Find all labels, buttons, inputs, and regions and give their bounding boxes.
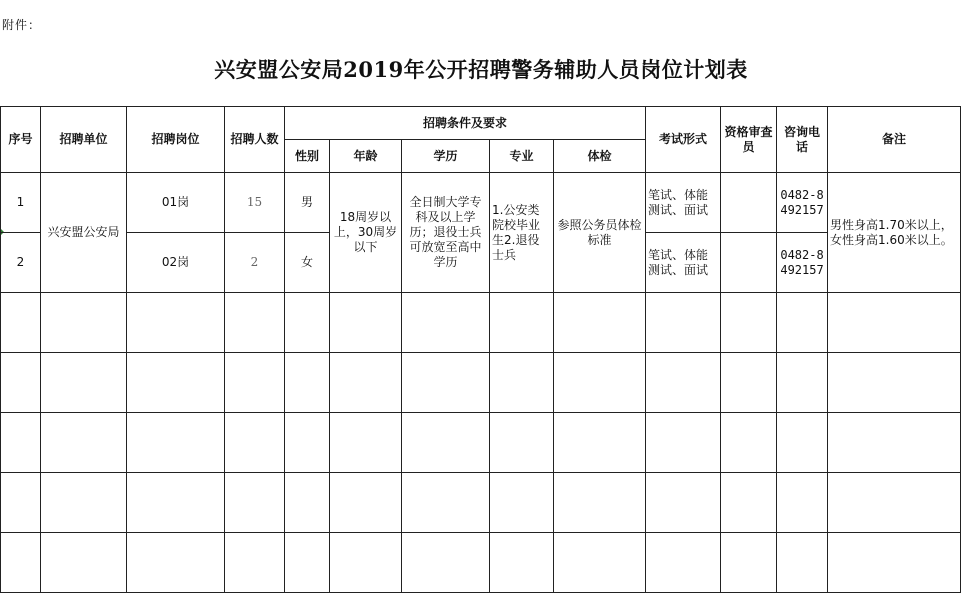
empty-cell <box>225 473 285 533</box>
cell-age: 18周岁以上，30周岁以下 <box>330 173 402 293</box>
empty-cell <box>490 353 554 413</box>
header-remarks: 备注 <box>828 107 961 173</box>
cell-gender: 男 <box>285 173 330 233</box>
empty-cell <box>777 473 828 533</box>
header-major: 专业 <box>490 140 554 173</box>
empty-cell <box>646 353 721 413</box>
empty-cell <box>721 473 777 533</box>
header-phone: 咨询电话 <box>777 107 828 173</box>
cell-education: 全日制大学专科及以上学历；退役士兵可放宽至高中学历 <box>402 173 490 293</box>
empty-cell <box>554 353 646 413</box>
empty-cell <box>330 293 402 353</box>
empty-row <box>1 293 961 353</box>
empty-cell <box>225 293 285 353</box>
empty-cell <box>402 413 490 473</box>
empty-cell <box>721 413 777 473</box>
empty-cell <box>721 353 777 413</box>
cell-seq: 1 <box>1 173 41 233</box>
cell-reviewer <box>721 173 777 233</box>
cell-exam: 笔试、体能测试、面试 <box>646 173 721 233</box>
cell-physical: 参照公务员体检标准 <box>554 173 646 293</box>
cell-count: 15 <box>225 173 285 233</box>
header-requirements: 招聘条件及要求 <box>285 107 646 140</box>
header-unit: 招聘单位 <box>41 107 127 173</box>
empty-cell <box>402 353 490 413</box>
empty-row <box>1 533 961 593</box>
empty-cell <box>225 353 285 413</box>
empty-cell <box>554 533 646 593</box>
empty-cell <box>828 353 961 413</box>
empty-cell <box>285 353 330 413</box>
empty-cell <box>225 413 285 473</box>
empty-cell <box>646 473 721 533</box>
empty-cell <box>777 533 828 593</box>
empty-cell <box>127 293 225 353</box>
cell-reviewer <box>721 233 777 293</box>
header-physical: 体检 <box>554 140 646 173</box>
cell-phone: 0482-8492157 <box>777 173 828 233</box>
attachment-label: 附件： <box>2 18 42 32</box>
empty-cell <box>41 293 127 353</box>
header-age: 年龄 <box>330 140 402 173</box>
page-title: 兴安盟公安局2019年公开招聘警务辅助人员岗位计划表 <box>214 57 748 82</box>
empty-cell <box>127 353 225 413</box>
empty-cell <box>721 533 777 593</box>
empty-cell <box>490 413 554 473</box>
empty-cell <box>554 473 646 533</box>
empty-cell <box>402 293 490 353</box>
header-row-1 <box>1 107 961 140</box>
empty-cell <box>1 293 41 353</box>
empty-cell <box>330 413 402 473</box>
cell-position: 02岗 <box>127 233 225 293</box>
empty-cell <box>285 533 330 593</box>
empty-cell <box>127 413 225 473</box>
empty-row <box>1 413 961 473</box>
empty-cell <box>285 413 330 473</box>
empty-cell <box>41 473 127 533</box>
cell-seq: 2 <box>1 233 41 293</box>
header-seq: 序号 <box>1 107 41 173</box>
cell-position: 01岗 <box>127 173 225 233</box>
empty-cell <box>646 293 721 353</box>
header-count: 招聘人数 <box>225 107 285 173</box>
empty-cell <box>777 353 828 413</box>
header-reviewer: 资格审查员 <box>721 107 777 173</box>
empty-cell <box>777 293 828 353</box>
empty-cell <box>285 293 330 353</box>
cell-major: 1.公安类院校毕业生2.退役士兵 <box>490 173 554 293</box>
empty-cell <box>554 293 646 353</box>
empty-cell <box>554 413 646 473</box>
empty-cell <box>1 473 41 533</box>
cell-unit: 兴安盟公安局 <box>41 173 127 293</box>
empty-cell <box>330 353 402 413</box>
cell-gender: 女 <box>285 233 330 293</box>
header-gender: 性别 <box>285 140 330 173</box>
empty-cell <box>41 353 127 413</box>
header-education: 学历 <box>402 140 490 173</box>
empty-cell <box>828 293 961 353</box>
empty-cell <box>41 533 127 593</box>
empty-cell <box>490 533 554 593</box>
empty-row <box>1 353 961 413</box>
empty-cell <box>330 533 402 593</box>
empty-cell <box>225 533 285 593</box>
header-position: 招聘岗位 <box>127 107 225 173</box>
empty-cell <box>402 533 490 593</box>
empty-cell <box>1 533 41 593</box>
empty-cell <box>1 353 41 413</box>
empty-cell <box>828 413 961 473</box>
empty-cell <box>285 473 330 533</box>
empty-cell <box>127 533 225 593</box>
empty-cell <box>721 293 777 353</box>
empty-cell <box>828 473 961 533</box>
header-exam: 考试形式 <box>646 107 721 173</box>
empty-cell <box>646 533 721 593</box>
empty-cell <box>828 533 961 593</box>
recruitment-plan-table <box>0 106 961 593</box>
empty-cell <box>490 293 554 353</box>
cell-count: 2 <box>225 233 285 293</box>
empty-cell <box>777 413 828 473</box>
empty-cell <box>330 473 402 533</box>
empty-row <box>1 473 961 533</box>
empty-cell <box>127 473 225 533</box>
cell-remarks: 男性身高1.70米以上，女性身高1.60米以上。 <box>828 173 961 293</box>
empty-cell <box>646 413 721 473</box>
empty-cell <box>1 413 41 473</box>
empty-cell <box>490 473 554 533</box>
cell-exam: 笔试、体能测试、面试 <box>646 233 721 293</box>
empty-cell <box>41 413 127 473</box>
empty-cell <box>402 473 490 533</box>
cell-phone: 0482-8492157 <box>777 233 828 293</box>
table-row <box>1 173 961 233</box>
